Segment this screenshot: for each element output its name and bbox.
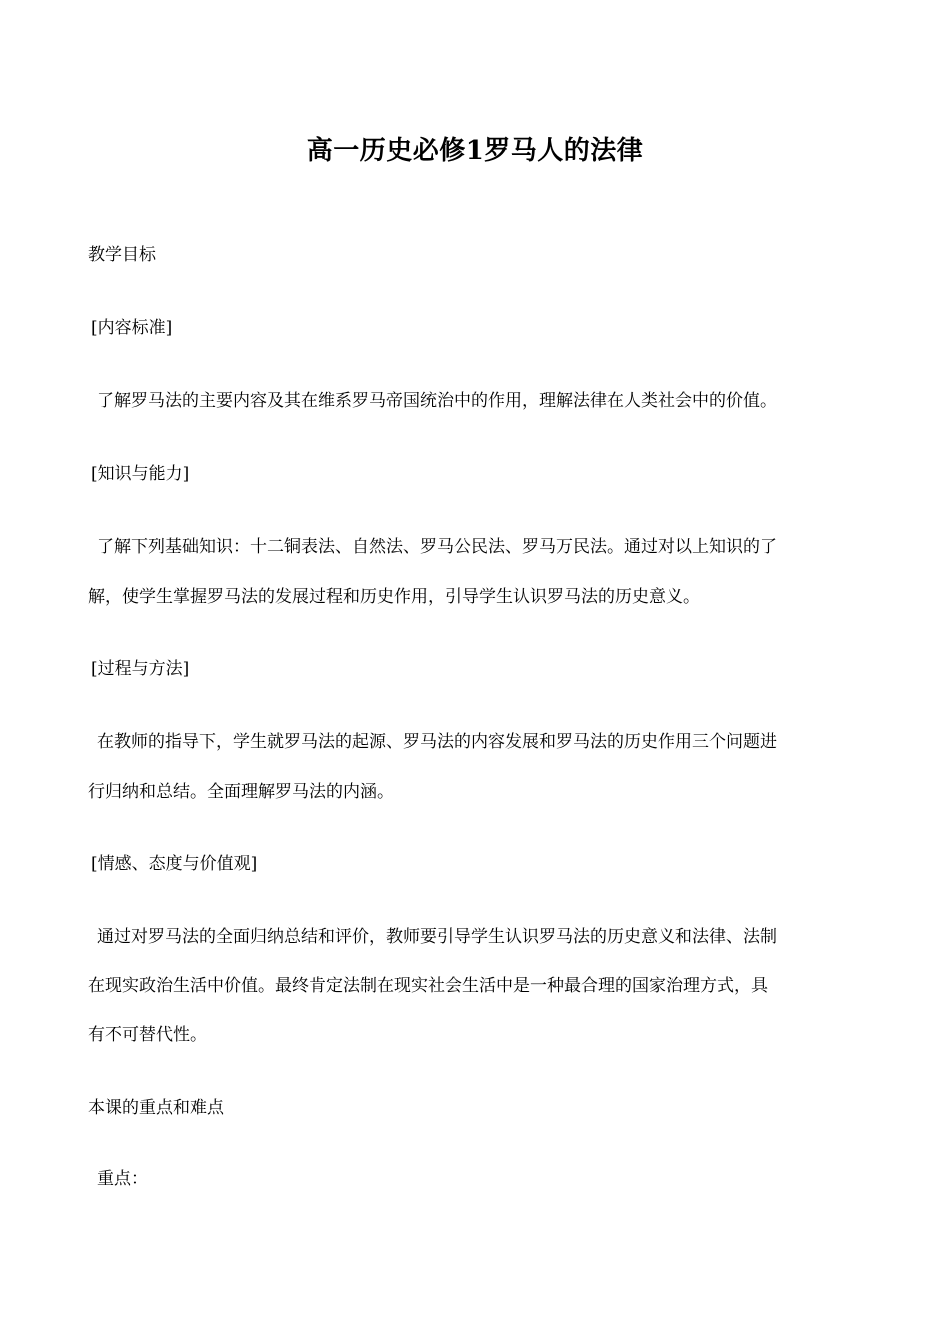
key-points-label: 重点： <box>97 1169 148 1189</box>
section-heading-objectives: 教学目标 <box>88 245 156 265</box>
paragraph-content-standard: 了解罗马法的主要内容及其在维系罗马帝国统治中的作用，理解法律在人类社会中的价值。 <box>97 391 777 411</box>
paragraph-knowledge-ability-line-2: 解，使学生掌握罗马法的发展过程和历史作用，引导学生认识罗马法的历史意义。 <box>88 587 700 607</box>
subheading-emotion-values: [情感、态度与价值观] <box>91 854 258 874</box>
section-heading-key-points: 本课的重点和难点 <box>88 1098 224 1118</box>
paragraph-emotion-values-line-2: 在现实政治生活中价值。最终肯定法制在现实社会生活中是一种最合理的国家治理方式，具 <box>88 976 768 996</box>
subheading-content-standard: [内容标准] <box>91 318 173 338</box>
paragraph-emotion-values-line-3: 有不可替代性。 <box>88 1025 207 1045</box>
subheading-knowledge-ability: [知识与能力] <box>91 464 190 484</box>
paragraph-knowledge-ability-line-1: 了解下列基础知识：十二铜表法、自然法、罗马公民法、罗马万民法。通过对以上知识的了 <box>97 537 777 557</box>
paragraph-process-method-line-2: 行归纳和总结。全面理解罗马法的内涵。 <box>88 782 394 802</box>
document-title: 高一历史必修1罗马人的法律 <box>306 136 644 166</box>
subheading-process-method: [过程与方法] <box>91 659 190 679</box>
paragraph-process-method-line-1: 在教师的指导下，学生就罗马法的起源、罗马法的内容发展和罗马法的历史作用三个问题进 <box>97 732 777 752</box>
paragraph-emotion-values-line-1: 通过对罗马法的全面归纳总结和评价，教师要引导学生认识罗马法的历史意义和法律、法制 <box>97 927 777 947</box>
